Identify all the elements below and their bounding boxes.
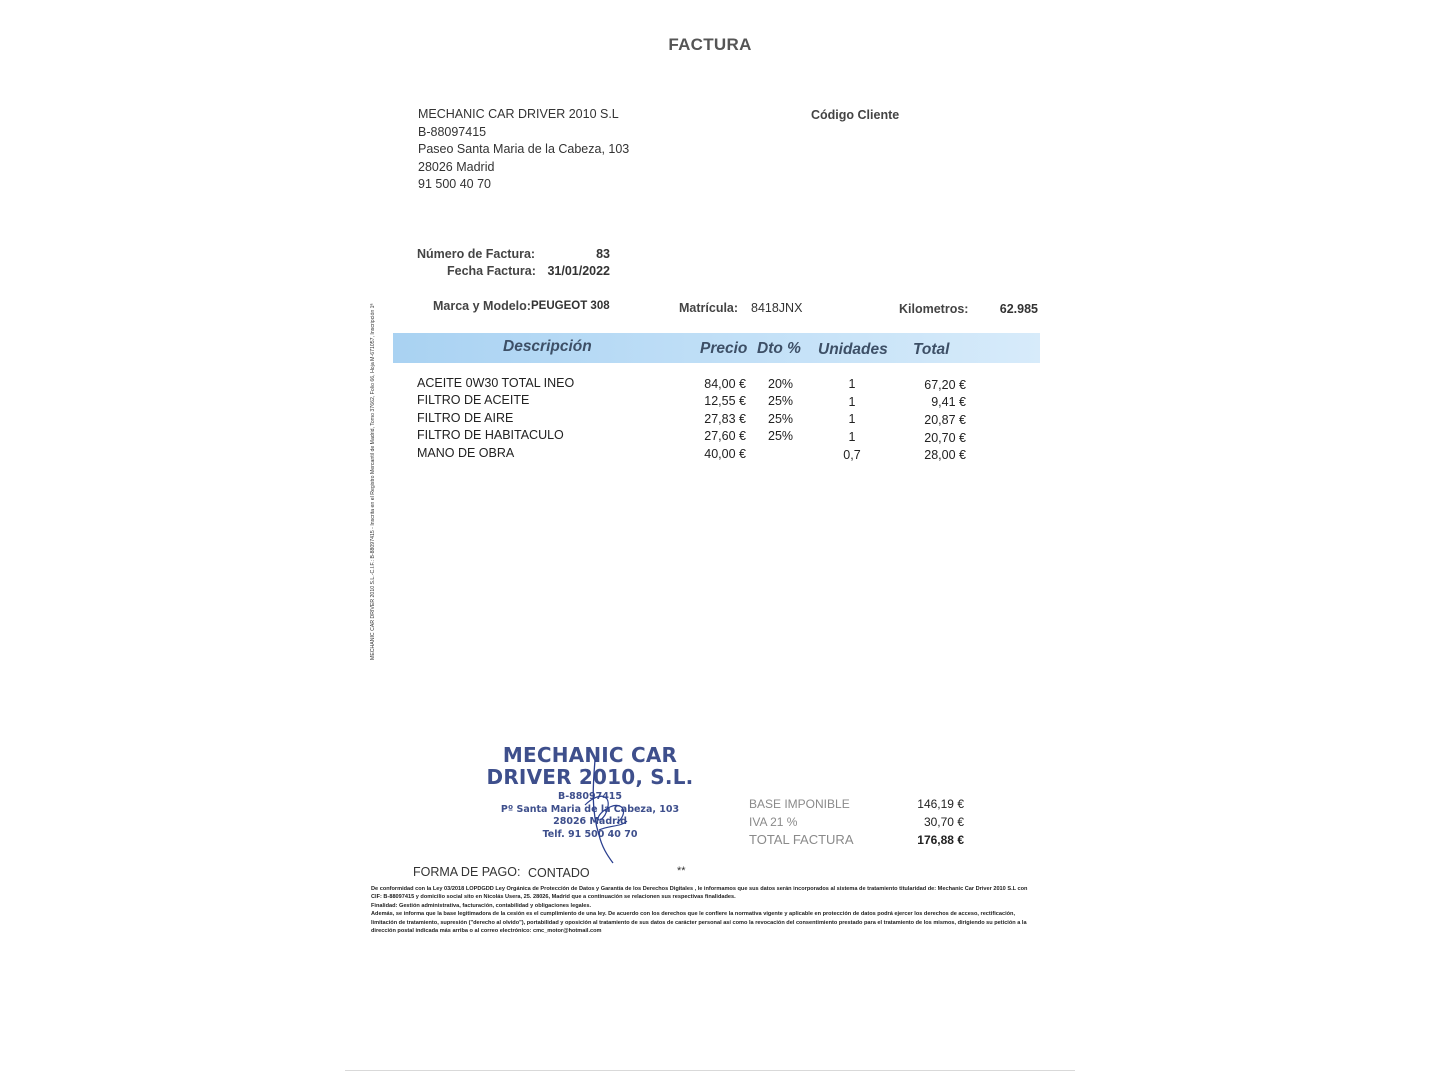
row-1-units: 1 — [848, 377, 856, 391]
stamp-line-5: 28026 Madrid — [553, 816, 627, 827]
row-2-description: FILTRO DE ACEITE — [417, 393, 530, 407]
document-title: FACTURA — [668, 35, 752, 54]
vehicle-model: PEUGEOT 308 — [531, 300, 610, 312]
header-price: Precio — [700, 340, 748, 357]
invoice-date-label: Fecha Factura: — [447, 264, 536, 278]
km-value: 62.985 — [999, 302, 1038, 316]
row-1-description: ACEITE 0W30 TOTAL INEO — [417, 376, 575, 390]
company-phone: 91 500 40 70 — [418, 177, 491, 191]
legal-paragraph-1: De conformidad con la Ley 03/2018 LOPDGDD Ley Orgánica de Protección de Datos y Garantía de los Derechos Digitales , le informamos que sus datos serán incorporados al sistema de tratamiento titularidad de: Mechanic Car Driver 2010 S.L con CIF: B-88097415 y domicilio social sito en Nicolás Usera, 25. 28026, Madrid que a continuación se relacionen sus respectivas finalidades. — [371, 886, 1028, 901]
row-4-price: 27,60 € — [704, 429, 746, 443]
invoice-number-label: Número de Factura: — [417, 247, 536, 261]
row-2-price: 12,55 € — [704, 394, 746, 408]
company-cif: B-88097415 — [418, 124, 487, 139]
company-address: Paseo Santa Maria de la Cabeza, 103 — [418, 142, 630, 156]
row-3-total: 20,87 € — [924, 413, 966, 427]
row-3-description: FILTRO DE AIRE — [417, 411, 514, 425]
vehicle-model-label: Marca y Modelo: — [433, 299, 531, 313]
payment-label: FORMA DE PAGO: — [413, 865, 521, 879]
company-info — [418, 106, 629, 194]
base-value: 146,19 € — [917, 797, 964, 811]
row-5-price: 40,00 € — [704, 447, 746, 461]
client-code-label: Código Cliente — [811, 108, 900, 122]
total-label: TOTAL FACTURA — [749, 832, 854, 847]
row-1-total: 67,20 € — [924, 378, 966, 392]
km-label: Kilometros: — [899, 302, 969, 316]
header-units: Unidades — [818, 341, 888, 358]
legal-notice — [371, 885, 1036, 935]
invoice-date: 31/01/2022 — [547, 264, 610, 278]
row-3-discount: 25% — [768, 412, 794, 426]
payment-mark: ** — [677, 865, 686, 877]
row-5-description: MANO DE OBRA — [417, 446, 515, 460]
row-2-total: 9,41 € — [931, 395, 966, 409]
handwritten-signature — [555, 755, 665, 865]
plate-value: 8418JNX — [751, 301, 803, 315]
stamp-line-1: MECHANIC CAR — [502, 743, 678, 767]
row-1-price: 84,00 € — [704, 377, 746, 391]
row-4-discount: 25% — [768, 429, 794, 443]
total-value: 176,88 € — [917, 833, 964, 847]
stamp-line-2: DRIVER 2010, S.L. — [486, 765, 694, 789]
header-description: Descripción — [503, 338, 592, 355]
row-3-units: 1 — [848, 412, 856, 426]
row-2-discount: 25% — [768, 394, 794, 408]
row-3-price: 27,83 € — [704, 412, 746, 426]
header-discount: Dto % — [757, 340, 801, 357]
legal-paragraph-3: Además, se informa que la base legitimadora de la cesión es el cumplimiento de una ley. De acuerdo con los derechos que le confiere la normativa vigente y aplicable en protección de datos podrá ejercer los derechos de acceso, rectificación, limitación de tratamiento, supresión ("derecho al olvido"), portabilidad y oposición al tratamiento de sus datos de carácter personal así como la revocación del consentimiento prestado para el tratamiento de los mismos, dirigiendo su petición a la dirección postal indicada más arriba o al correo electrónico: cmc_motor@hotmail.com — [371, 911, 1027, 935]
row-5-total: 28,00 € — [924, 448, 966, 462]
stamp-line-4: Pº Santa Maria de la Cabeza, 103 — [500, 803, 680, 815]
row-4-total: 20,70 € — [924, 431, 966, 445]
row-4-description: FILTRO DE HABITACULO — [417, 428, 564, 442]
row-5-units: 0,7 — [843, 448, 861, 462]
stamp-line-3: B-88097415 — [557, 791, 623, 802]
company-city: 28026 Madrid — [418, 159, 495, 174]
page-bottom-line — [345, 1070, 1075, 1071]
company-name: MECHANIC CAR DRIVER 2010 S.L — [418, 107, 619, 121]
registry-vertical-text: MECHANIC CAR DRIVER 2010 S.L.-C.I.F.: B-88097415 - Inscrita en el Registro Mercantil de Madrid, Tomo 37662, Folio 66, Hoja M-671057, Inscripción 1ª — [370, 303, 376, 660]
header-total: Total — [913, 341, 950, 358]
base-label: BASE IMPONIBLE — [749, 797, 850, 811]
stamp-line-6: Telf. 91 500 40 70 — [542, 828, 638, 840]
payment-value: CONTADO — [528, 866, 590, 880]
row-4-units: 1 — [848, 430, 856, 444]
row-1-discount: 20% — [768, 377, 794, 391]
invoice-number: 83 — [596, 247, 610, 261]
iva-value: 30,70 € — [923, 815, 964, 829]
row-2-units: 1 — [848, 395, 856, 409]
legal-paragraph-2: Finalidad: Gestión administrativa, facturación, contabilidad y obligaciones legales. — [371, 902, 592, 909]
iva-label: IVA 21 % — [749, 815, 798, 829]
plate-label: Matrícula: — [679, 301, 739, 315]
